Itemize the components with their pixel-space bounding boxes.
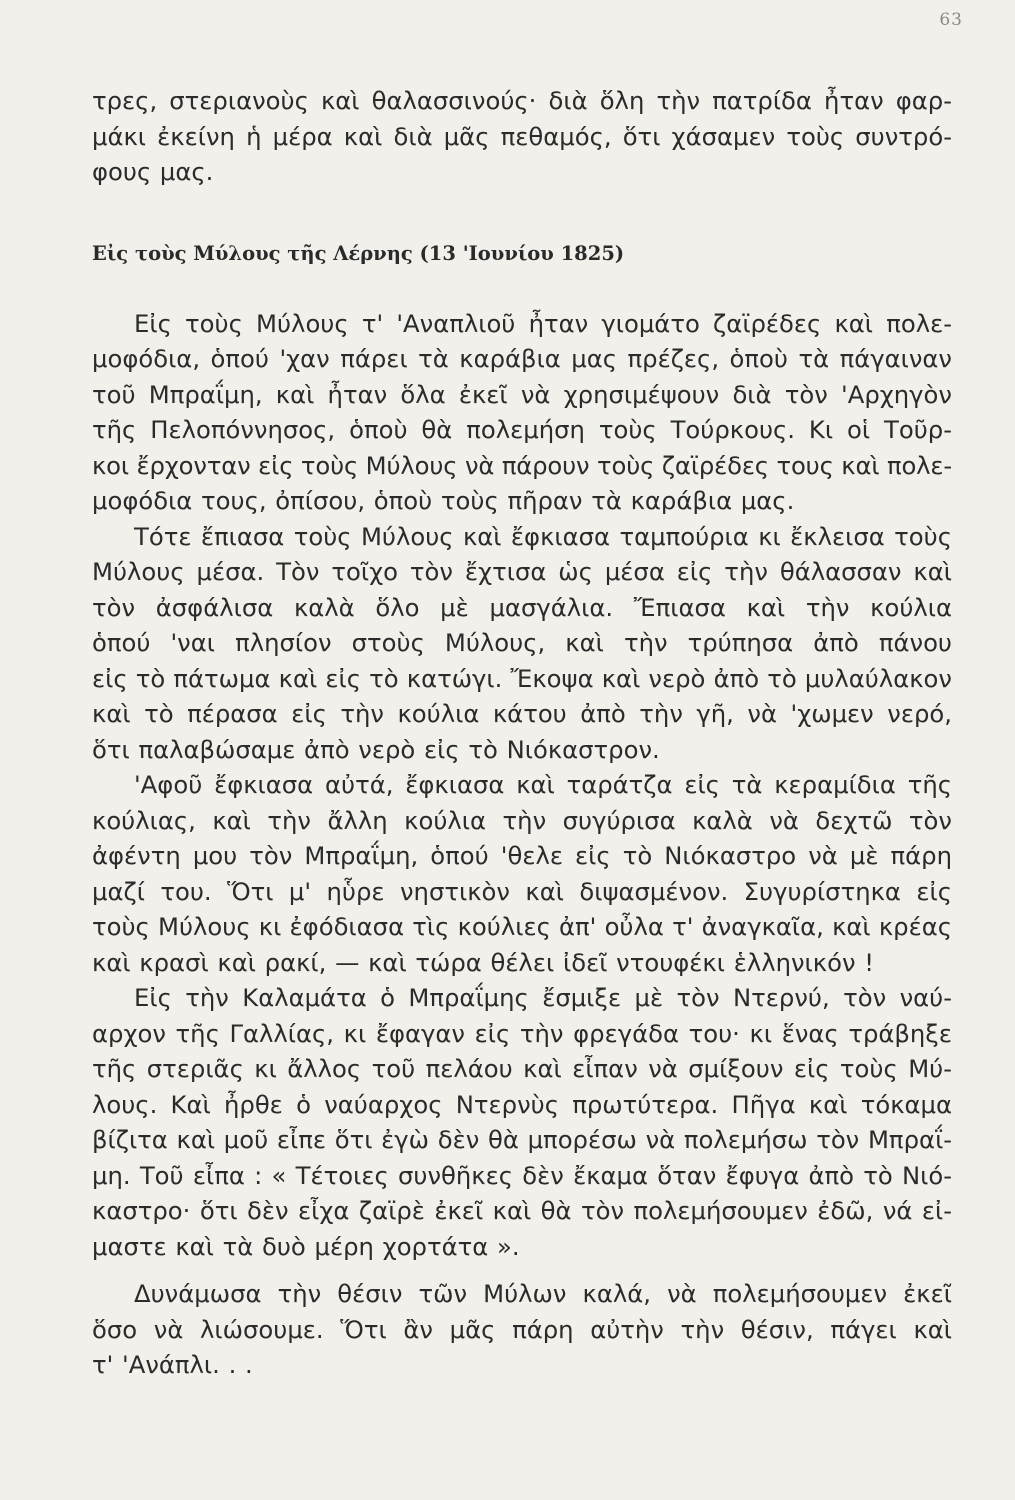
text-line: τοὺς Μύλους κι ἐφόδιασα τὶς κούλιες ἀπ' οὖλα τ' ἀναγκαῖα, καὶ κρέας (92, 912, 952, 941)
text-line: μαστε καὶ τὰ δυὸ μέρη χορτάτα ». (92, 1231, 520, 1261)
text-line: εἰς τὸ πάτωμα καὶ εἰς τὸ κατώγι. Ἔκοψα καὶ νερὸ ἀπὸ τὸ μυλαύλακον (92, 663, 952, 693)
text-line: φους μας. (92, 157, 214, 186)
text-line: λους. Καὶ ἦρθε ὁ ναύαρχος Ντερνὺς πρωτύτερα. Πῆγα καὶ τόκαμα (92, 1089, 952, 1119)
text-line: τοῦ Μπραΐμη, καὶ ἦταν ὅλα ἐκεῖ νὰ χρησιμέψουν διὰ τὸν 'Αρχηγὸν (92, 379, 952, 409)
text-line: ἀφέντη μου τὸν Μπραΐμη, ὁπού 'θελε εἰς τὸ Νιόκαστρο νὰ μὲ πάρη (92, 841, 952, 870)
text-line: Εἰς τοὺς Μύλους τ' 'Αναπλιοῦ ἦταν γιομάτο ζαϊρέδες καὶ πολε- (134, 308, 952, 338)
text-line: ὅσο νὰ λιώσουμε. Ὅτι ἂν μᾶς πάρη αὐτὴν τὴν θέσιν, πάγει καὶ (92, 1314, 952, 1344)
text-line: καστρο· ὅτι δὲν εἶχα ζαϊρὲ ἐκεῖ καὶ θὰ τὸν πολεμήσουμεν ἐδῶ, νά εἰ- (92, 1196, 952, 1225)
text-line: τ' 'Ανάπλι. . . (92, 1350, 253, 1379)
paragraph (92, 519, 952, 768)
text-line: τὸν ἀσφάλισα καλὰ ὅλο μὲ μασγάλια. Ἔπιασα καὶ τὴν κούλια (92, 592, 952, 622)
paragraph (92, 767, 952, 980)
text-line: καὶ κρασὶ καὶ ρακί, — καὶ τώρα θέλει ἰδεῖ ντουφέκι ἑλληνικόν ! (92, 947, 874, 977)
text-line: καὶ τὸ πέρασα εἰς τὴν κούλια κάτου ἀπὸ τὴν γῆ, νὰ 'χωμεν νερό, (92, 699, 952, 728)
text-line: μοφόδια τους, ὀπίσου, ὁποὺ τοὺς πῆραν τὰ καράβια μας. (92, 486, 795, 515)
text-line: βίζιτα καὶ μοῦ εἶπε ὅτι ἐγὼ δὲν θὰ μπορέσω νὰ πολεμήσω τὸν Μπραΐ- (92, 1125, 952, 1154)
text-line: τῆς Πελοπόννησος, ὁποὺ θὰ πολεμήση τοὺς Τούρκους. Κι οἱ Τοῦρ- (92, 415, 952, 444)
text-line: μοφόδια, ὁπού 'χαν πάρει τὰ καράβια μας πρέζες, ὁποὺ τὰ πάγαιναν (92, 344, 952, 373)
text-line: κούλιας, καὶ τὴν ἄλλη κούλια τὴν συγύρισα καλὰ νὰ δεχτῶ τὸν (92, 805, 952, 835)
paragraph (92, 1276, 952, 1383)
text-line: μαζί του. Ὅτι μ' ηὗρε νηστικὸν καὶ διψασμένον. Συγυρίστηκα εἰς (92, 876, 952, 906)
section-heading: Εἰς τοὺς Μύλους τῆς Λέρνης (13 'Ιουνίου 1825) (92, 241, 625, 265)
text-line: αρχον τῆς Γαλλίας, κι ἔφαγαν εἰς τὴν φρεγάδα του· κι ἕνας τράβηξε (92, 1018, 952, 1048)
text-line: τῆς στεριᾶς κι ἄλλος τοῦ πελάου καὶ εἶπαν νὰ σμίξουν εἰς τοὺς Μύ- (92, 1054, 952, 1083)
text-line: 'Αφοῦ ἔφκιασα αὐτά, ἔφκιασα καὶ ταράτζα εἰς τὰ κεραμίδια τῆς (134, 770, 952, 799)
text-line: Μύλους μέσα. Τὸν τοῖχο τὸν ἔχτισα ὡς μέσα εἰς τὴν θάλασσαν καὶ (92, 557, 952, 586)
opening-paragraph (92, 83, 952, 190)
text-line: Εἰς τὴν Καλαμάτα ὁ Μπραΐμης ἔσμιξε μὲ τὸν Ντερνύ, τὸν ναύ- (134, 983, 952, 1012)
page-body (92, 83, 952, 1383)
paragraph (92, 980, 952, 1264)
text-line: μάκι ἐκείνη ἡ μέρα καὶ διὰ μᾶς πεθαμός, ὅτι χάσαμεν τοὺς συντρό- (92, 121, 952, 151)
text-line: μη. Τοῦ εἶπα : « Τέτοιες συνθῆκες δὲν ἔκαμα ὅταν ἔφυγα ἀπὸ τὸ Νιό- (92, 1160, 952, 1190)
text-line: ὁπού 'ναι πλησίον στοὺς Μύλους, καὶ τὴν τρύπησα ἀπὸ πάνου (92, 628, 952, 657)
text-line: τρες, στεριανοὺς καὶ θαλασσινούς· διὰ ὅλη τὴν πατρίδα ἦταν φαρ- (92, 86, 952, 115)
page-number: 63 (939, 10, 963, 30)
text-line: Δυνάμωσα τὴν θέσιν τῶν Μύλων καλά, νὰ πολεμήσουμεν ἐκεῖ (134, 1279, 952, 1308)
text-line: Τότε ἔπιασα τοὺς Μύλους καὶ ἔφκιασα ταμπούρια κι ἔκλεισα τοὺς (134, 521, 952, 551)
text-line: ὅτι παλαβώσαμε ἀπὸ νερὸ εἰς τὸ Νιόκαστρον. (92, 734, 660, 764)
text-line: κοι ἔρχονταν εἰς τοὺς Μύλους νὰ πάρουν τοὺς ζαϊρέδες τους καὶ πολε- (92, 450, 952, 480)
paragraph (92, 306, 952, 519)
